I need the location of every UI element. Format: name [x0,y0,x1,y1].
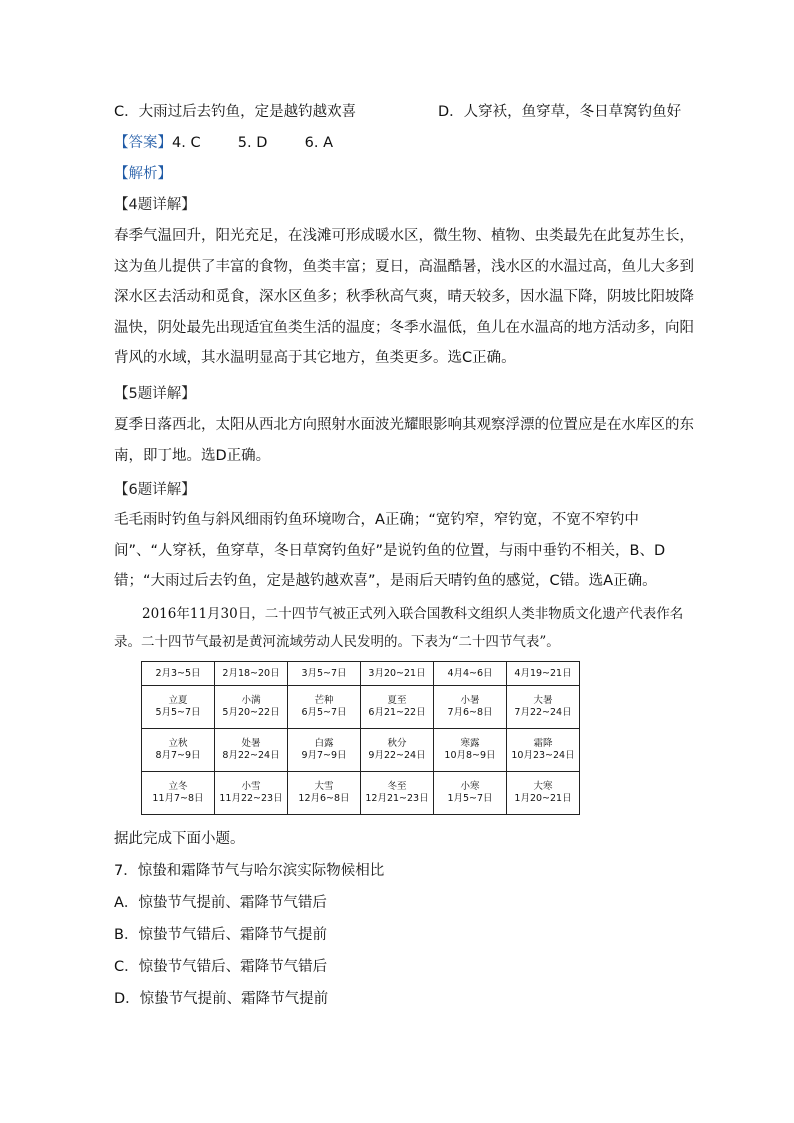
q6-text: 毛毛雨时钓鱼与斜风细雨钓鱼环境吻合，A正确；“宽钓窄，窄钓宽，不宽不窄钓中间”、“人穿袄，鱼穿草，冬日草窝钓鱼好”是说钓鱼的位置，与雨中垂钓不相关，B、D错；“大雨过后去钓鱼，定是越钓越欢喜”，是雨后天晴钓鱼的感觉，C错。选A正确。 [114,512,666,589]
table-cell [507,772,580,815]
solar-term-date: 6月21~22日 [368,707,426,718]
solar-term-date: 8月7~9日 [155,750,201,761]
answer-value: 6. A [304,135,333,151]
q4-text: 春季气温回升，阳光充足，在浅滩可形成暖水区，微生物、植物、虫类最先在此复苏生长，这为鱼儿提供了丰富的食物，鱼类丰富；夏日，高温酷暑，浅水区的水温过高，鱼儿大多到深水区去活动和觅食，深水区鱼多；秋季秋高气爽，晴天较多，因水温下降，阴坡比阳坡降温快，阴处最先出现适宜鱼类生活的温度；冬季水温低，鱼儿在水温高的地方活动多，向阳背风的水域，其水温明显高于其它地方，鱼类更多。选C正确。 [114,228,694,366]
q6-explanation [114,505,694,597]
table-cell [361,772,434,815]
q4-tag: 【4题详解】 [114,197,196,213]
q4-explanation [114,221,694,374]
q5-text: 夏季日落西北，太阳从西北方向照射水面波光耀眼影响其观察浮漂的位置应是在水库区的东南，即丁地。选D正确。 [114,417,694,464]
table-cell [434,729,507,772]
answer-tag: 【答案】 [114,135,172,151]
table-cell [361,662,434,686]
table-cell [507,662,580,686]
solar-term-name: 小雪 [241,781,261,792]
solar-term-name: 立秋 [168,738,188,749]
solar-term-name: 小寒 [460,781,480,792]
solar-term-date: 11月22~23日 [219,793,283,804]
solar-term-date: 11月7~8日 [152,793,204,804]
solar-term-date: 9月22~24日 [368,750,426,761]
table-cell [288,729,361,772]
q7-option-a: A．惊蛰节气提前、霜降节气错后 [114,895,327,911]
table-row [142,686,580,729]
table-cell [361,686,434,729]
solar-term-date: 1月20~21日 [514,793,572,804]
solar-term-name: 处暑 [241,738,261,749]
table-cell [507,729,580,772]
prompt-text: 据此完成下面小题。 [114,831,245,847]
table-row [142,772,580,815]
table-cell [142,729,215,772]
solar-terms-table [141,661,580,815]
solar-term-date: 6月5~7日 [301,707,347,718]
solar-term-date: 9月7~9日 [301,750,347,761]
q5-tag: 【5题详解】 [114,386,196,402]
table-cell [215,686,288,729]
solar-term-name: 大寒 [533,781,553,792]
table-cell [142,686,215,729]
solar-term-date: 10月23~24日 [511,750,575,761]
answer-value: 5. D [237,135,268,151]
solar-term-name: 大雪 [314,781,334,792]
table-cell [361,729,434,772]
table-row [142,662,580,686]
solar-term-date: 8月22~24日 [222,750,280,761]
solar-term-date: 7月22~24日 [514,707,572,718]
table-cell [288,662,361,686]
table-cell [507,686,580,729]
solar-term-name: 寒露 [460,738,480,749]
solar-term-name: 立夏 [168,695,188,706]
solar-term-date: 3月20~21日 [368,667,426,679]
table-cell [215,772,288,815]
solar-term-date: 4月19~21日 [514,667,572,679]
option-c: C．大雨过后去钓鱼，定是越钓越欢喜 [114,104,357,120]
solar-term-name: 大暑 [533,695,553,706]
solar-term-date: 2月3~5日 [155,667,201,679]
solar-term-date: 12月6~8日 [298,793,350,804]
q5-explanation [114,410,694,471]
solar-term-date: 1月5~7日 [447,793,493,804]
answer-value: 4. C [172,135,201,151]
solar-term-date: 7月6~8日 [447,707,493,718]
option-d: D．人穿袄，鱼穿草，冬日草窝钓鱼好 [438,104,682,120]
intro-paragraph: 2016年11月30日，二十四节气被正式列入联合国教科文组织人类非物质文化遗产代表作名录。二十四节气最初是黄河流域劳动人民发明的。下表为“二十四节气表”。 [114,606,684,650]
q7-option-d: D．惊蛰节气提前、霜降节气提前 [114,991,329,1007]
solar-term-name: 立冬 [168,781,188,792]
solar-term-name: 冬至 [387,781,407,792]
table-row [142,729,580,772]
solar-term-name: 芒种 [314,695,334,706]
table-cell [288,686,361,729]
solar-term-name: 白露 [314,738,334,749]
q7-stem: 7．惊蛰和霜降节气与哈尔滨实际物候相比 [114,863,385,879]
solar-term-date: 2月18~20日 [222,667,280,679]
solar-term-name: 霜降 [533,738,553,749]
solar-term-date: 5月5~7日 [155,707,201,718]
table-cell [288,772,361,815]
solar-term-name: 小暑 [460,695,480,706]
table-cell [142,662,215,686]
solar-term-name: 小满 [241,695,261,706]
table-cell [434,772,507,815]
answer-line [114,133,333,153]
solar-term-date: 12月21~23日 [365,793,429,804]
table-cell [434,662,507,686]
solar-term-name: 秋分 [387,738,407,749]
table-cell [142,772,215,815]
table-cell [215,662,288,686]
solar-term-date: 10月8~9日 [444,750,496,761]
q6-tag: 【6题详解】 [114,482,196,498]
analysis-tag: 【解析】 [114,166,172,182]
solar-term-name: 夏至 [387,695,407,706]
solar-term-date: 4月4~6日 [447,667,493,679]
table-cell [215,729,288,772]
solar-term-date: 5月20~22日 [222,707,280,718]
solar-term-date: 3月5~7日 [301,667,347,679]
q7-option-c: C．惊蛰节气错后、霜降节气错后 [114,959,328,975]
q7-option-b: B．惊蛰节气错后、霜降节气提前 [114,927,327,943]
table-cell [434,686,507,729]
